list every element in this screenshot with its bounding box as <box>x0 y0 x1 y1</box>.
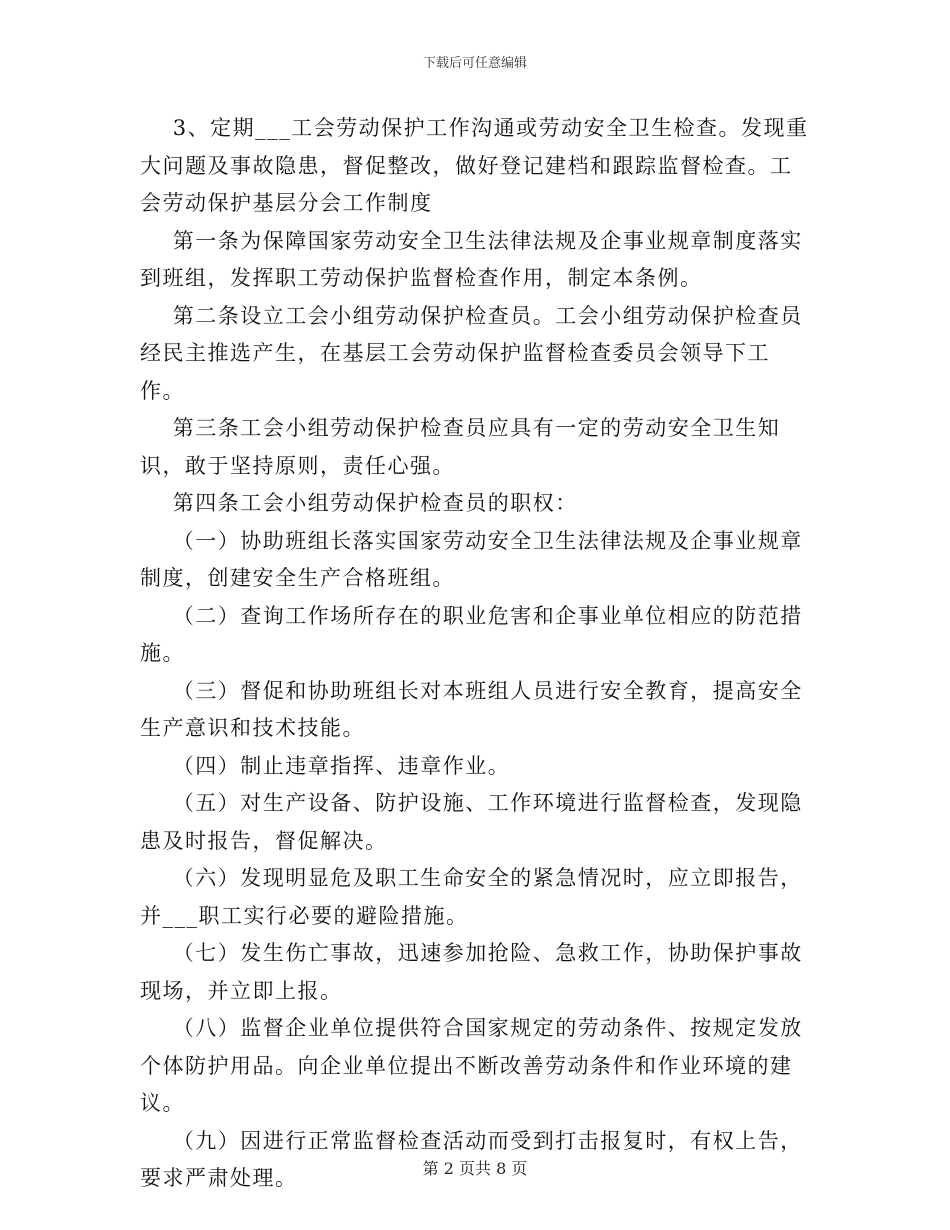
paragraph-duty-9: （九）因进行正常监督检查活动而受到打击报复时，有权上告，要求严肃处理。 <box>140 1128 803 1190</box>
paragraph-article-1: 第一条为保障国家劳动安全卫生法律法规及企事业规章制度落实到班组，发挥职工劳动保护监督检查作用，制定本条例。 <box>140 228 803 290</box>
paragraph-duty-3: （三）督促和协助班组长对本班组人员进行安全教育，提高安全生产意识和技术技能。 <box>140 678 803 740</box>
page-number: 第 2 页共 8 页 <box>422 1159 528 1178</box>
document-body <box>140 110 812 1198</box>
paragraph-duty-1: （一）协助班组长落实国家劳动安全卫生法律法规及企事业规章制度，创建安全生产合格班组。 <box>140 528 803 590</box>
paragraph-item-3: 3、定期___工会劳动保护工作沟通或劳动安全卫生检查。发现重大问题及事故隐患，督促整改，做好登记建档和跟踪监督检查。工会劳动保护基层分会工作制度 <box>140 116 809 215</box>
paragraph-duty-8: （八）监督企业单位提供符合国家规定的劳动条件、按规定发放个体防护用品。向企业单位提出不断改善劳动条件和作业环境的建议。 <box>140 1016 803 1115</box>
paragraph-duty-6: （六）发现明显危及职工生命安全的紧急情况时，应立即报告，并___职工实行必要的避险措施。 <box>140 866 803 928</box>
page-header: 下载后可任意编辑 <box>422 56 527 71</box>
paragraph-article-4: 第四条工会小组劳动保护检查员的职权： <box>140 491 578 515</box>
paragraph-article-3: 第三条工会小组劳动保护检查员应具有一定的劳动安全卫生知识，敢于坚持原则，责任心强。 <box>140 416 781 478</box>
paragraph-duty-2: （二）查询工作场所存在的职业危害和企事业单位相应的防范措施。 <box>140 603 803 665</box>
paragraph-duty-7: （七）发生伤亡事故，迅速参加抢险、急救工作，协助保护事故现场，并立即上报。 <box>140 941 803 1003</box>
paragraph-duty-4: （四）制止违章指挥、违章作业。 <box>140 753 511 778</box>
paragraph-duty-5: （五）对生产设备、防护设施、工作环境进行监督检查，发现隐患及时报告，督促解决。 <box>140 791 803 853</box>
paragraph-article-2: 第二条设立工会小组劳动保护检查员。工会小组劳动保护检查员经民主推选产生，在基层工会劳动保护监督检查委员会领导下工作。 <box>140 303 803 403</box>
